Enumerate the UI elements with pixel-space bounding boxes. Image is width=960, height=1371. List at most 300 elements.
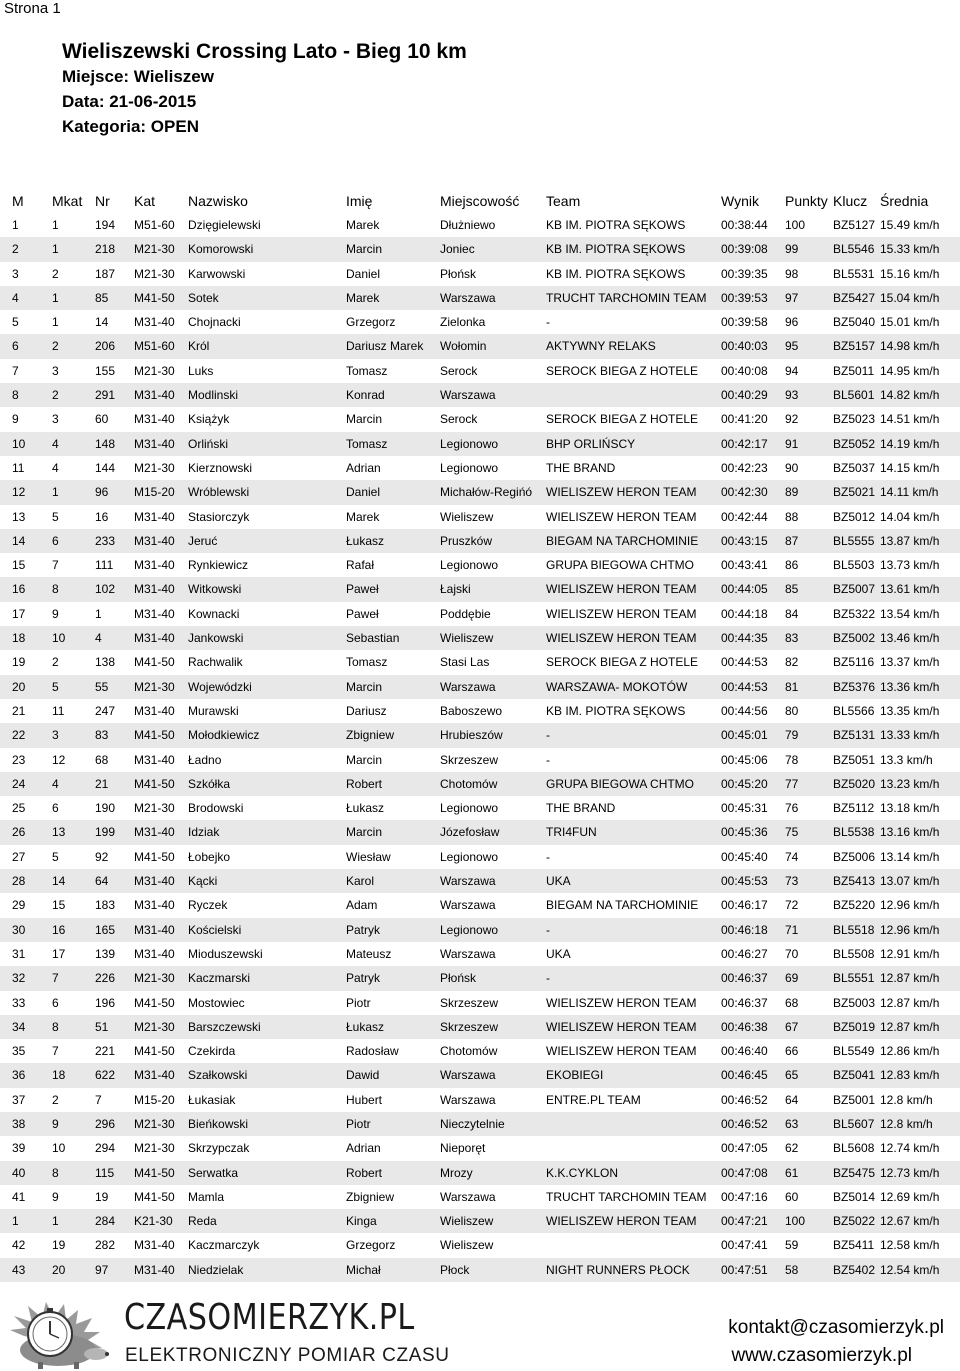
cell-mkat: 8 bbox=[52, 1019, 59, 1034]
cell-srednia: 13.14 km/h bbox=[880, 849, 940, 864]
cell-wynik: 00:45:31 bbox=[721, 801, 768, 816]
cell-nazwisko: Mołodkiewicz bbox=[188, 728, 260, 743]
cell-klucz: BZ5322 bbox=[833, 606, 876, 621]
col-header-nazwisko: Nazwisko bbox=[188, 193, 248, 209]
cell-imie: Piotr bbox=[346, 995, 371, 1010]
cell-nazwisko: Kaczmarczyk bbox=[188, 1238, 260, 1253]
cell-mkat: 7 bbox=[52, 558, 59, 573]
cell-miejscowosc: Legionowo bbox=[440, 922, 499, 937]
cell-mkat: 20 bbox=[52, 1262, 66, 1277]
cell-mkat: 11 bbox=[52, 703, 65, 718]
cell-kat: M51-60 bbox=[134, 218, 175, 232]
cell-nr: 68 bbox=[95, 752, 109, 767]
cell-nr: 60 bbox=[95, 412, 109, 427]
cell-m: 24 bbox=[12, 776, 26, 791]
cell-mkat: 3 bbox=[52, 728, 59, 743]
cell-nr: 85 bbox=[95, 290, 109, 305]
cell-nr: 148 bbox=[95, 436, 116, 451]
cell-punkty: 92 bbox=[785, 412, 799, 427]
cell-mkat: 7 bbox=[52, 971, 59, 986]
cell-klucz: BZ5411 bbox=[833, 1238, 875, 1253]
cell-nazwisko: Karwowski bbox=[188, 266, 246, 281]
cell-punkty: 69 bbox=[785, 971, 799, 986]
cell-srednia: 13.37 km/h bbox=[880, 655, 940, 670]
cell-srednia: 12.54 km/h bbox=[880, 1262, 940, 1277]
cell-klucz: BZ5127 bbox=[833, 218, 876, 232]
cell-nazwisko: Wojewódzki bbox=[188, 679, 252, 694]
col-header-punkty: Punkty bbox=[785, 193, 828, 209]
cell-m: 1 bbox=[12, 1214, 19, 1229]
cell-imie: Hubert bbox=[346, 1092, 383, 1107]
cell-nazwisko: Mioduszewski bbox=[188, 946, 263, 961]
col-header-m: M bbox=[12, 193, 24, 209]
cell-nr: 206 bbox=[95, 339, 116, 354]
cell-mkat: 10 bbox=[52, 1141, 66, 1156]
cell-kat: M31-40 bbox=[134, 1262, 175, 1277]
table-row bbox=[0, 675, 960, 699]
cell-nazwisko: Jeruć bbox=[188, 533, 218, 548]
cell-mkat: 4 bbox=[52, 436, 59, 451]
contact-website: www.czasomierzyk.pl bbox=[731, 1345, 912, 1366]
cell-nr: 111 bbox=[95, 558, 114, 573]
cell-wynik: 00:44:05 bbox=[721, 582, 768, 597]
cell-klucz: BZ5427 bbox=[833, 290, 876, 305]
cell-srednia: 15.16 km/h bbox=[880, 266, 940, 281]
cell-miejscowosc: Płońsk bbox=[440, 266, 477, 281]
cell-nr: 233 bbox=[95, 533, 116, 548]
cell-klucz: BL5538 bbox=[833, 825, 875, 840]
cell-mkat: 14 bbox=[52, 874, 66, 889]
cell-mkat: 2 bbox=[52, 388, 59, 403]
cell-imie: Daniel bbox=[346, 485, 381, 500]
cell-klucz: BZ5019 bbox=[833, 1019, 876, 1034]
cell-m: 15 bbox=[12, 558, 26, 573]
cell-srednia: 14.04 km/h bbox=[880, 509, 940, 524]
cell-mkat: 5 bbox=[52, 509, 59, 524]
table-row bbox=[0, 334, 960, 358]
cell-m: 19 bbox=[12, 655, 26, 670]
cell-nr: 102 bbox=[95, 582, 116, 597]
contact-email: kontakt@czasomierzyk.pl bbox=[728, 1317, 944, 1338]
brand-name: CZASOMIERZYK.PL bbox=[124, 1297, 415, 1338]
cell-klucz: BZ5021 bbox=[833, 485, 876, 500]
cell-mkat: 5 bbox=[52, 679, 59, 694]
cell-punkty: 81 bbox=[785, 679, 799, 694]
cell-imie: Adrian bbox=[346, 1141, 381, 1156]
cell-nr: 1 bbox=[95, 606, 102, 621]
cell-miejscowosc: Warszawa bbox=[440, 946, 496, 961]
table-row bbox=[0, 310, 960, 334]
cell-m: 11 bbox=[12, 460, 25, 475]
cell-nr: 199 bbox=[95, 825, 116, 840]
table-row bbox=[0, 748, 960, 772]
cell-kat: M31-40 bbox=[134, 412, 175, 427]
cell-punkty: 74 bbox=[785, 849, 799, 864]
cell-m: 33 bbox=[12, 995, 26, 1010]
cell-nr: 294 bbox=[95, 1141, 116, 1156]
cell-mkat: 9 bbox=[52, 1116, 59, 1131]
table-row bbox=[0, 796, 960, 820]
cell-m: 25 bbox=[12, 801, 26, 816]
cell-miejscowosc: Wieliszew bbox=[440, 509, 494, 524]
cell-srednia: 15.04 km/h bbox=[880, 290, 940, 305]
cell-imie: Adrian bbox=[346, 460, 381, 475]
cell-team: SEROCK BIEGA Z HOTELE bbox=[546, 412, 699, 427]
cell-miejscowosc: Józefosław bbox=[440, 825, 500, 840]
stopwatch-hedgehog-icon bbox=[4, 1292, 120, 1371]
cell-mkat: 2 bbox=[52, 339, 59, 354]
cell-miejscowosc: Dłużniewo bbox=[440, 218, 496, 232]
cell-mkat: 3 bbox=[52, 412, 59, 427]
cell-nazwisko: Sotek bbox=[188, 290, 219, 305]
cell-nazwisko: Czekirda bbox=[188, 1044, 236, 1059]
cell-imie: Patryk bbox=[346, 971, 381, 986]
cell-mkat: 1 bbox=[52, 290, 59, 305]
cell-m: 4 bbox=[12, 290, 19, 305]
cell-m: 37 bbox=[12, 1092, 26, 1107]
cell-kat: M21-30 bbox=[134, 679, 175, 694]
cell-mkat: 1 bbox=[52, 242, 59, 257]
cell-nr: 4 bbox=[95, 631, 102, 646]
table-row bbox=[0, 1015, 960, 1039]
cell-nazwisko: Książyk bbox=[188, 412, 230, 427]
cell-m: 8 bbox=[12, 388, 19, 403]
cell-kat: M21-30 bbox=[134, 363, 175, 378]
cell-srednia: 12.73 km/h bbox=[880, 1165, 940, 1180]
cell-nazwisko: Ładno bbox=[188, 752, 222, 767]
cell-klucz: BL5508 bbox=[833, 946, 875, 961]
cell-nr: 97 bbox=[95, 1262, 109, 1277]
table-row bbox=[0, 1258, 960, 1282]
cell-wynik: 00:47:41 bbox=[721, 1238, 768, 1253]
cell-miejscowosc: Nieczytelnie bbox=[440, 1116, 505, 1131]
cell-punkty: 78 bbox=[785, 752, 799, 767]
cell-nr: 155 bbox=[95, 363, 116, 378]
cell-nazwisko: Bieńkowski bbox=[188, 1116, 249, 1131]
cell-miejscowosc: Michałów-Regińó bbox=[440, 485, 533, 500]
cell-miejscowosc: Wieliszew bbox=[440, 1214, 494, 1229]
cell-nr: 196 bbox=[95, 995, 116, 1010]
cell-srednia: 13.07 km/h bbox=[880, 874, 940, 889]
cell-imie: Tomasz bbox=[346, 436, 388, 451]
cell-kat: M41-50 bbox=[134, 1044, 175, 1059]
brand-tagline: ELEKTRONICZNY POMIAR CZASU bbox=[125, 1345, 450, 1366]
cell-imie: Marcin bbox=[346, 679, 383, 694]
event-place: Miejsce: Wieliszew bbox=[62, 67, 214, 86]
cell-wynik: 00:44:53 bbox=[721, 655, 768, 670]
cell-imie: Marcin bbox=[346, 825, 383, 840]
table-row bbox=[0, 845, 960, 869]
table-row bbox=[0, 966, 960, 990]
table-row bbox=[0, 893, 960, 917]
cell-klucz: BZ5413 bbox=[833, 874, 876, 889]
cell-nazwisko: Król bbox=[188, 339, 210, 354]
cell-miejscowosc: Legionowo bbox=[440, 849, 499, 864]
cell-kat: M41-50 bbox=[134, 655, 175, 670]
cell-klucz: BZ5112 bbox=[833, 801, 875, 816]
cell-nazwisko: Kaczmarski bbox=[188, 971, 251, 986]
cell-team: BIEGAM NA TARCHOMINIE bbox=[546, 898, 699, 913]
cell-srednia: 15.01 km/h bbox=[880, 315, 940, 330]
cell-imie: Dariusz bbox=[346, 703, 387, 718]
table-row bbox=[0, 286, 960, 310]
cell-wynik: 00:40:03 bbox=[721, 339, 768, 354]
cell-team: AKTYWNY RELAKS bbox=[546, 339, 656, 354]
cell-punkty: 93 bbox=[785, 388, 799, 403]
cell-nazwisko: Łukasiak bbox=[188, 1092, 236, 1107]
cell-wynik: 00:43:15 bbox=[721, 533, 768, 548]
cell-klucz: BL5566 bbox=[833, 703, 875, 718]
cell-punkty: 73 bbox=[785, 874, 799, 889]
cell-team: KB IM. PIOTRA SĘKOWS bbox=[546, 266, 686, 281]
cell-team: UKA bbox=[546, 874, 571, 889]
cell-m: 29 bbox=[12, 898, 26, 913]
cell-m: 7 bbox=[12, 363, 19, 378]
cell-m: 3 bbox=[12, 266, 19, 281]
cell-team: K.K.CYKLON bbox=[546, 1165, 619, 1180]
cell-miejscowosc: Pruszków bbox=[440, 533, 493, 548]
cell-wynik: 00:39:58 bbox=[721, 315, 768, 330]
cell-klucz: BZ5475 bbox=[833, 1165, 876, 1180]
cell-nazwisko: Kierznowski bbox=[188, 460, 253, 475]
cell-klucz: BZ5011 bbox=[833, 363, 875, 378]
event-category: Kategoria: OPEN bbox=[62, 117, 199, 136]
cell-kat: M41-50 bbox=[134, 1189, 175, 1204]
cell-punkty: 85 bbox=[785, 582, 799, 597]
cell-srednia: 14.11 km/h bbox=[880, 485, 939, 500]
cell-nazwisko: Mostowiec bbox=[188, 995, 245, 1010]
cell-m: 32 bbox=[12, 971, 26, 986]
cell-punkty: 77 bbox=[785, 776, 799, 791]
cell-miejscowosc: Legionowo bbox=[440, 558, 499, 573]
table-row bbox=[0, 1185, 960, 1209]
cell-team: WIELISZEW HERON TEAM bbox=[546, 1019, 697, 1034]
cell-nazwisko: Stasiorczyk bbox=[188, 509, 250, 524]
cell-m: 6 bbox=[12, 339, 19, 354]
cell-imie: Paweł bbox=[346, 582, 379, 597]
cell-m: 43 bbox=[12, 1262, 26, 1277]
cell-klucz: BZ5003 bbox=[833, 995, 876, 1010]
cell-team: WARSZAWA- MOKOTÓW bbox=[546, 679, 688, 694]
cell-team: TRUCHT TARCHOMIN TEAM bbox=[546, 290, 707, 305]
cell-nazwisko: Murawski bbox=[188, 703, 239, 718]
cell-klucz: BZ5006 bbox=[833, 849, 876, 864]
cell-m: 40 bbox=[12, 1165, 26, 1180]
table-row bbox=[0, 505, 960, 529]
cell-team: ENTRE.PL TEAM bbox=[546, 1092, 641, 1107]
cell-imie: Zbigniew bbox=[346, 728, 395, 743]
cell-team: NIGHT RUNNERS PŁOCK bbox=[546, 1262, 690, 1277]
cell-mkat: 1 bbox=[52, 315, 59, 330]
cell-klucz: BZ5220 bbox=[833, 898, 876, 913]
cell-nazwisko: Kącki bbox=[188, 874, 218, 889]
cell-klucz: BZ5022 bbox=[833, 1214, 876, 1229]
cell-klucz: BL5546 bbox=[833, 242, 875, 257]
cell-punkty: 95 bbox=[785, 339, 799, 354]
cell-nr: 221 bbox=[95, 1044, 116, 1059]
cell-mkat: 2 bbox=[52, 655, 59, 670]
cell-kat: M31-40 bbox=[134, 436, 175, 451]
cell-miejscowosc: Baboszewo bbox=[440, 703, 503, 718]
table-row bbox=[0, 456, 960, 480]
cell-imie: Robert bbox=[346, 1165, 383, 1180]
cell-team: - bbox=[546, 728, 550, 743]
cell-punkty: 98 bbox=[785, 266, 799, 281]
cell-team: - bbox=[546, 849, 550, 864]
cell-wynik: 00:47:05 bbox=[721, 1141, 768, 1156]
cell-srednia: 14.15 km/h bbox=[880, 460, 940, 475]
table-row bbox=[0, 991, 960, 1015]
cell-punkty: 88 bbox=[785, 509, 799, 524]
cell-team: WIELISZEW HERON TEAM bbox=[546, 1214, 697, 1229]
cell-klucz: BL5601 bbox=[833, 388, 875, 403]
cell-m: 17 bbox=[12, 606, 26, 621]
cell-imie: Adam bbox=[346, 898, 378, 913]
cell-team: WIELISZEW HERON TEAM bbox=[546, 1044, 697, 1059]
cell-miejscowosc: Joniec bbox=[440, 242, 475, 257]
cell-punkty: 58 bbox=[785, 1262, 799, 1277]
cell-wynik: 00:42:17 bbox=[721, 436, 768, 451]
cell-miejscowosc: Wieliszew bbox=[440, 631, 494, 646]
cell-miejscowosc: Skrzeszew bbox=[440, 995, 499, 1010]
cell-punkty: 82 bbox=[785, 655, 799, 670]
col-header-nr: Nr bbox=[95, 193, 110, 209]
cell-wynik: 00:45:01 bbox=[721, 728, 768, 743]
cell-imie: Tomasz bbox=[346, 655, 388, 670]
cell-punkty: 62 bbox=[785, 1141, 799, 1156]
cell-kat: M31-40 bbox=[134, 631, 175, 646]
cell-wynik: 00:46:52 bbox=[721, 1092, 768, 1107]
table-row bbox=[0, 359, 960, 383]
cell-imie: Marcin bbox=[346, 752, 383, 767]
cell-imie: Kinga bbox=[346, 1214, 377, 1229]
cell-kat: M21-30 bbox=[134, 801, 175, 816]
cell-wynik: 00:43:41 bbox=[721, 558, 768, 573]
cell-imie: Marcin bbox=[346, 412, 383, 427]
cell-kat: M21-30 bbox=[134, 242, 175, 257]
cell-punkty: 89 bbox=[785, 485, 799, 500]
cell-punkty: 61 bbox=[785, 1165, 799, 1180]
cell-klucz: BZ5002 bbox=[833, 631, 876, 646]
cell-punkty: 75 bbox=[785, 825, 799, 840]
cell-nazwisko: Rynkiewicz bbox=[188, 558, 249, 573]
cell-wynik: 00:44:35 bbox=[721, 631, 768, 646]
cell-team: WIELISZEW HERON TEAM bbox=[546, 509, 697, 524]
cell-wynik: 00:47:16 bbox=[721, 1189, 768, 1204]
cell-miejscowosc: Warszawa bbox=[440, 898, 496, 913]
cell-srednia: 13.54 km/h bbox=[880, 606, 940, 621]
cell-punkty: 84 bbox=[785, 606, 799, 621]
cell-mkat: 2 bbox=[52, 266, 59, 281]
cell-klucz: BZ5001 bbox=[833, 1092, 876, 1107]
cell-miejscowosc: Płońsk bbox=[440, 971, 477, 986]
cell-team: WIELISZEW HERON TEAM bbox=[546, 485, 697, 500]
cell-m: 9 bbox=[12, 412, 19, 427]
cell-mkat: 16 bbox=[52, 922, 66, 937]
cell-srednia: 12.87 km/h bbox=[880, 971, 940, 986]
cell-team: BIEGAM NA TARCHOMINIE bbox=[546, 533, 699, 548]
table-row bbox=[0, 820, 960, 844]
cell-wynik: 00:47:08 bbox=[721, 1165, 768, 1180]
cell-kat: M31-40 bbox=[134, 825, 175, 840]
cell-nr: 247 bbox=[95, 703, 116, 718]
cell-kat: M21-30 bbox=[134, 1116, 175, 1131]
cell-m: 28 bbox=[12, 874, 26, 889]
cell-nazwisko: Serwatka bbox=[188, 1165, 239, 1180]
cell-srednia: 12.96 km/h bbox=[880, 898, 940, 913]
cell-srednia: 12.58 km/h bbox=[880, 1238, 940, 1253]
table-row bbox=[0, 1112, 960, 1136]
cell-srednia: 13.73 km/h bbox=[880, 558, 940, 573]
cell-nazwisko: Luks bbox=[188, 363, 214, 378]
cell-srednia: 13.18 km/h bbox=[880, 801, 940, 816]
cell-wynik: 00:44:18 bbox=[721, 606, 768, 621]
cell-srednia: 13.16 km/h bbox=[880, 825, 940, 840]
cell-wynik: 00:38:44 bbox=[721, 218, 768, 232]
cell-kat: M51-60 bbox=[134, 339, 175, 354]
cell-nr: 7 bbox=[95, 1092, 102, 1107]
cell-punkty: 59 bbox=[785, 1238, 799, 1253]
cell-kat: M31-40 bbox=[134, 533, 175, 548]
cell-wynik: 00:42:30 bbox=[721, 485, 768, 500]
table-row bbox=[0, 1039, 960, 1063]
cell-srednia: 12.74 km/h bbox=[880, 1141, 940, 1156]
cell-mkat: 6 bbox=[52, 995, 59, 1010]
cell-klucz: BL5608 bbox=[833, 1141, 875, 1156]
table-row bbox=[0, 772, 960, 796]
cell-punkty: 65 bbox=[785, 1068, 799, 1083]
event-header bbox=[62, 40, 467, 139]
cell-nazwisko: Brodowski bbox=[188, 801, 244, 816]
cell-klucz: BL5503 bbox=[833, 558, 875, 573]
cell-nazwisko: Chojnacki bbox=[188, 315, 241, 330]
cell-m: 39 bbox=[12, 1141, 26, 1156]
cell-team: SEROCK BIEGA Z HOTELE bbox=[546, 655, 699, 670]
table-row bbox=[0, 1063, 960, 1087]
cell-klucz: BZ5376 bbox=[833, 679, 876, 694]
cell-mkat: 1 bbox=[52, 218, 59, 232]
cell-kat: M31-40 bbox=[134, 1068, 175, 1083]
cell-wynik: 00:46:37 bbox=[721, 971, 768, 986]
cell-team: GRUPA BIEGOWA CHTMO bbox=[546, 776, 695, 791]
cell-nr: 21 bbox=[95, 776, 109, 791]
cell-nazwisko: Witkowski bbox=[188, 582, 242, 597]
cell-srednia: 12.67 km/h bbox=[880, 1214, 940, 1229]
cell-mkat: 8 bbox=[52, 582, 59, 597]
cell-klucz: BZ5037 bbox=[833, 460, 876, 475]
cell-nazwisko: Łobejko bbox=[188, 849, 231, 864]
cell-kat: M31-40 bbox=[134, 388, 175, 403]
cell-kat: M31-40 bbox=[134, 703, 175, 718]
col-header-srednia: Średnia bbox=[880, 193, 929, 209]
cell-kat: M41-50 bbox=[134, 776, 175, 791]
cell-klucz: BZ5116 bbox=[833, 655, 875, 670]
cell-imie: Grzegorz bbox=[346, 1238, 396, 1253]
cell-miejscowosc: Serock bbox=[440, 363, 478, 378]
cell-srednia: 12.91 km/h bbox=[880, 946, 940, 961]
cell-wynik: 00:42:44 bbox=[721, 509, 768, 524]
cell-team: BHP ORLIŃSCY bbox=[546, 436, 636, 451]
cell-nazwisko: Orliński bbox=[188, 436, 229, 451]
cell-m: 20 bbox=[12, 679, 26, 694]
table-row bbox=[0, 407, 960, 431]
table-row bbox=[0, 553, 960, 577]
cell-srednia: 13.3 km/h bbox=[880, 752, 933, 767]
col-header-klucz: Klucz bbox=[833, 193, 868, 209]
cell-nazwisko: Komorowski bbox=[188, 242, 254, 257]
cell-miejscowosc: Legionowo bbox=[440, 801, 499, 816]
cell-mkat: 13 bbox=[52, 825, 66, 840]
